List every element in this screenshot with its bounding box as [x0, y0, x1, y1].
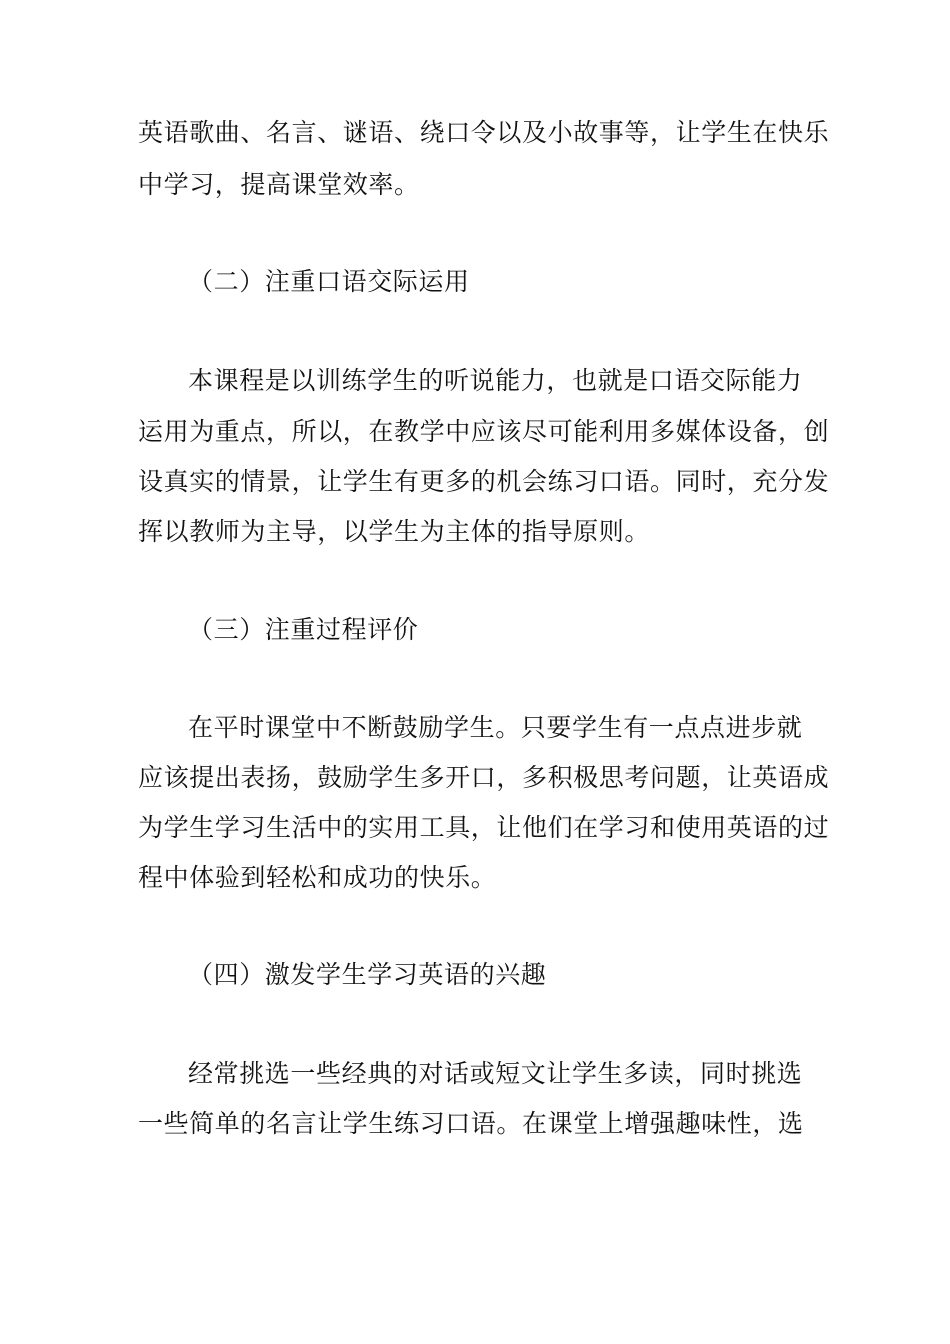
paragraph-line: 设真实的情景，让学生有更多的机会练习口语。同时，充分发: [138, 467, 830, 496]
paragraph-line: 为学生学习生活中的实用工具，让他们在学习和使用英语的过: [138, 813, 830, 842]
paragraph-line: 运用为重点，所以，在教学中应该尽可能利用多媒体设备，创: [138, 417, 830, 446]
paragraph-line: 中学习，提高课堂效率。: [138, 170, 420, 199]
section-heading-2: （二）注重口语交际运用: [188, 267, 470, 296]
paragraph-line: 英语歌曲、名言、谜语、绕口令以及小故事等，让学生在快乐: [138, 118, 830, 147]
paragraph-line: 一些简单的名言让学生练习口语。在课堂上增强趣味性，选: [138, 1109, 804, 1138]
paragraph-line: 应该提出表扬，鼓励学生多开口，多积极思考问题，让英语成: [138, 763, 830, 792]
paragraph-line: 本课程是以训练学生的听说能力，也就是口语交际能力: [188, 366, 803, 395]
paragraph-line: 经常挑选一些经典的对话或短文让学生多读，同时挑选: [188, 1059, 803, 1088]
section-heading-4: （四）激发学生学习英语的兴趣: [188, 960, 547, 989]
paragraph-line: 在平时课堂中不断鼓励学生。只要学生有一点点进步就: [188, 713, 803, 742]
paragraph-line: 挥以教师为主导，以学生为主体的指导原则。: [138, 517, 651, 546]
paragraph-line: 程中体验到轻松和成功的快乐。: [138, 863, 497, 892]
section-heading-3: （三）注重过程评价: [188, 615, 419, 644]
